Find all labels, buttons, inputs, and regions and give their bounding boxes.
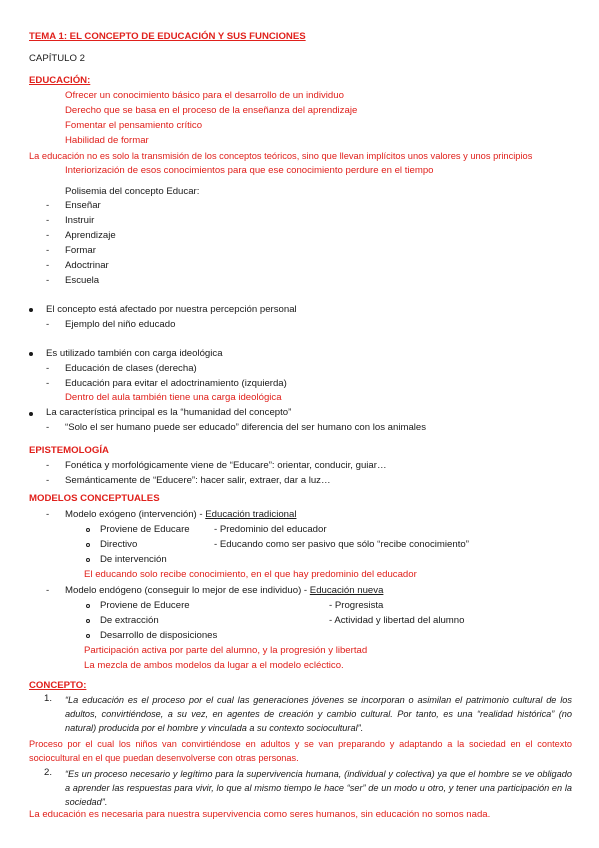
circle-bullet-icon — [86, 528, 90, 532]
chapter-label: CAPÍTULO 2 — [29, 53, 85, 64]
bullet-red-note: Dentro del aula también tiene una carga ideológica — [65, 392, 282, 403]
modelo-red-note: La mezcla de ambos modelos da lugar a el modelo ecléctico. — [84, 660, 344, 671]
modelo-item: Proviene de Educere — [100, 600, 190, 611]
modelo-endogeno-label: Modelo endógeno (conseguir lo mejor de ese individuo) - — [65, 585, 310, 596]
modelo-exogeno-label: Modelo exógeno (intervención) - — [65, 509, 206, 520]
dash-marker: - — [46, 475, 50, 486]
educacion-statement: La educación no es solo la transmisión de los conceptos teóricos, sino que llevan implícitos unos valores y unos principios — [29, 151, 533, 161]
polisemia-item: Enseñar — [65, 200, 101, 211]
bullet-sub-text: Ejemplo del niño educado — [65, 319, 176, 330]
modelo-exogeno-link: Educación tradicional — [205, 509, 297, 520]
polisemia-item: Formar — [65, 245, 96, 256]
modelo-item: Proviene de Educare — [100, 524, 190, 535]
list-number: 1. — [44, 693, 53, 704]
modelo-item: Directivo — [100, 539, 138, 550]
concepto-explanation-1: Proceso por el cual los niños van convirtiéndose en adultos y se van preparando y adaptando a la sociedad en el contexto sociocultural en el que puedan desenvolverse con otras personas. — [29, 739, 572, 763]
modelo-item: Desarrollo de disposiciones — [100, 630, 218, 641]
dash-marker: - — [46, 585, 50, 596]
dash-marker: - — [46, 260, 50, 271]
concepto-quote-1: “La educación es el proceso por el cual las generaciones jóvenes se incorporan o asimilan el patrimonio cultural de los adultos, convirtiéndose, a su vez, en agentes de creación y cambio cultural. Por tanto, es una “realidad histórica” (no natural) producida por el hombre y vinculada a su contexto sociocultural”. — [65, 695, 572, 733]
bullet-icon — [29, 352, 33, 356]
bullet-icon — [29, 412, 33, 416]
bullet-text: El concepto está afectado por nuestra percepción personal — [46, 304, 297, 315]
modelo-exogeno — [65, 509, 296, 521]
dash-marker: - — [46, 319, 50, 330]
bullet-sub-text: Educación para evitar el adoctrinamiento (izquierda) — [65, 378, 287, 389]
educacion-line: Fomentar el pensamiento crítico — [65, 120, 203, 131]
polisemia-item: Instruir — [65, 215, 95, 226]
concepto-quote-2: “Es un proceso necesario y legítimo para la supervivencia humana, (individual y colectiva) ya que el hombre se ve obligado a aprender las respuestas para vivir, lo que al mismo tiempo le hace “ser” de un modo u otro, y tener una participación en la sociedad”. — [65, 769, 572, 807]
bullet-text: La característica principal es la “humanidad del concepto” — [46, 407, 292, 418]
modelo-endogeno-link: Educación nueva — [309, 585, 384, 596]
modelo-item: De intervención — [100, 554, 167, 565]
circle-bullet-icon — [86, 604, 90, 608]
modelo-item-detail: - Actividad y libertad del alumno — [329, 615, 465, 626]
bullet-icon — [29, 308, 33, 312]
modelo-item-detail: - Progresista — [329, 600, 384, 611]
educacion-statement-2: Interiorización de esos conocimientos para que ese conocimiento perdure en el tiempo — [65, 165, 434, 176]
concepto-explanation-2: La educación es necesaria para nuestra supervivencia como seres humanos, sin educación no somos nada. — [29, 809, 491, 820]
educacion-heading: EDUCACIÓN: — [29, 75, 91, 86]
dash-marker: - — [46, 245, 50, 256]
modelo-item: De extracción — [100, 615, 159, 626]
educacion-line: Derecho que se basa en el proceso de la enseñanza del aprendizaje — [65, 105, 358, 116]
polisemia-item: Adoctrinar — [65, 260, 109, 271]
modelo-red-note: El educando solo recibe conocimiento, en el que hay predominio del educador — [84, 569, 417, 580]
modelo-item-detail: - Educando como ser pasivo que sólo “recibe conocimiento” — [214, 539, 469, 550]
dash-marker: - — [46, 378, 50, 389]
dash-marker: - — [46, 363, 50, 374]
circle-bullet-icon — [86, 543, 90, 547]
epistemologia-line: Semánticamente de “Educere”: hacer salir, extraer, dar a luz… — [65, 475, 331, 486]
document-title: TEMA 1: EL CONCEPTO DE EDUCACIÓN Y SUS FUNCIONES — [29, 31, 306, 42]
bullet-sub-text: “Solo el ser humano puede ser educado” diferencia del ser humano con los animales — [65, 422, 427, 433]
modelos-heading: MODELOS CONCEPTUALES — [29, 493, 160, 504]
educacion-line: Ofrecer un conocimiento básico para el desarrollo de un individuo — [65, 90, 344, 101]
circle-bullet-icon — [86, 634, 90, 638]
dash-marker: - — [46, 215, 50, 226]
modelo-endogeno — [65, 585, 383, 597]
dash-marker: - — [46, 230, 50, 241]
dash-marker: - — [46, 422, 50, 433]
dash-marker: - — [46, 200, 50, 211]
polisemia-label: Polisemia del concepto Educar: — [65, 186, 200, 197]
list-number: 2. — [44, 767, 53, 778]
bullet-sub-text: Educación de clases (derecha) — [65, 363, 197, 374]
dash-marker: - — [46, 460, 50, 471]
dash-marker: - — [46, 275, 50, 286]
epistemologia-heading: EPISTEMOLOGÍA — [29, 445, 109, 456]
circle-bullet-icon — [86, 619, 90, 623]
circle-bullet-icon — [86, 558, 90, 562]
bullet-text: Es utilizado también con carga ideológica — [46, 348, 223, 359]
modelo-item-detail: - Predominio del educador — [214, 524, 327, 535]
polisemia-item: Escuela — [65, 275, 100, 286]
polisemia-item: Aprendizaje — [65, 230, 116, 241]
educacion-line: Habilidad de formar — [65, 135, 149, 146]
concepto-heading: CONCEPTO: — [29, 680, 87, 691]
dash-marker: - — [46, 509, 50, 520]
epistemologia-line: Fonética y morfológicamente viene de “Educare”: orientar, conducir, guiar… — [65, 460, 387, 471]
modelo-red-note: Participación activa por parte del alumno, y la progresión y libertad — [84, 645, 368, 656]
